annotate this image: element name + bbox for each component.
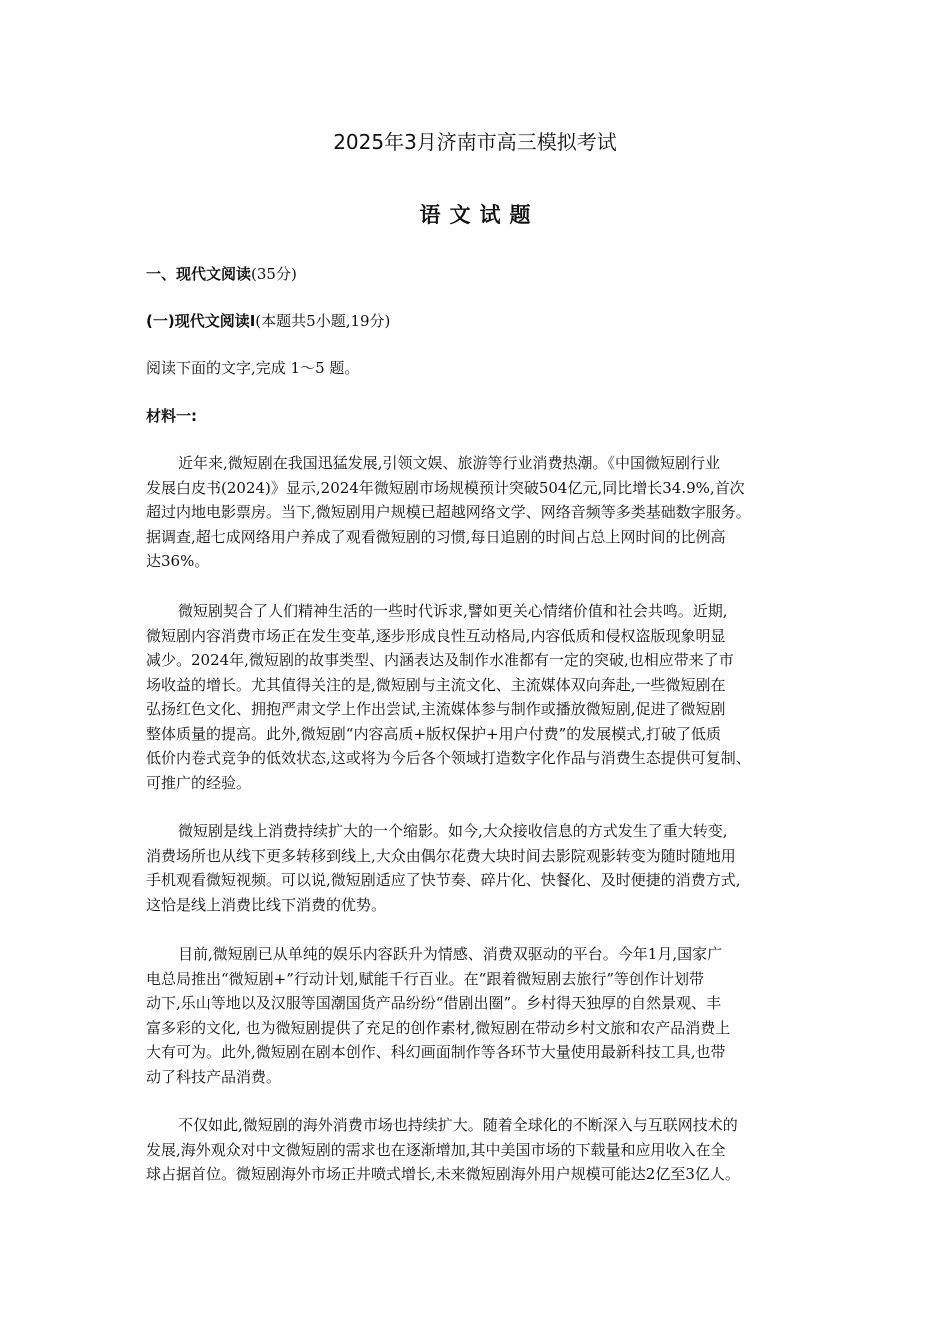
paragraph-3 — [146, 819, 826, 917]
paragraph-line: 近年来,微短剧在我国迅猛发展,引领文娱、旅游等行业消费热潮。《中国微短剧行业 — [178, 454, 721, 472]
paragraph-line: 目前,微短剧已从单纯的娱乐内容跃升为情感、消费双驱动的平台。今年1月,国家广 — [178, 945, 723, 963]
subsection1-heading-text: (一)现代文阅读Ⅰ — [146, 312, 256, 330]
paragraph-line: 动了科技产品消费。 — [146, 1067, 282, 1086]
paragraph-line: 微短剧内容消费市场正在发生变革,逐步形成良性互动格局,内容低质和侵权盗版现象明显 — [146, 626, 726, 645]
part1-heading-text: 一、现代文阅读 — [146, 265, 252, 283]
paragraph-line: 大有可为。此外,微短剧在剧本创作、科幻画面制作等各环节大量使用最新科技工具,也带 — [146, 1043, 726, 1061]
part1-heading — [146, 263, 297, 285]
paragraph-4 — [146, 942, 826, 1089]
paragraph-line: 富多彩的文化, 也为微短剧提供了充足的创作素材,微短剧在带动乡村文旅和农产品消费上 — [146, 1018, 731, 1037]
paragraph-line: 微短剧契合了人们精神生活的一些时代诉求,譬如更关心情绪价值和社会共鸣。近期, — [178, 602, 728, 620]
subject-title: 语文试题 — [419, 203, 540, 227]
paragraph-line: 可推广的经验。 — [146, 773, 252, 792]
paragraph-line: 低价内卷式竞争的低效状态,这或将为今后各个领域打造数字化作品与消费生态提供可复制、 — [146, 749, 751, 767]
paragraph-line: 场收益的增长。尤其值得关注的是,微短剧与主流文化、主流媒体双向奔赴,一些微短剧在 — [146, 675, 726, 694]
paragraph-line: 整体质量的提高。此外,微短剧“内容高质+版权保护+用户付费”的发展模式,打破了低质 — [146, 724, 722, 743]
paragraph-line: 发展白皮书(2024)》显示,2024年微短剧市场规模预计突破504亿元,同比增长34.9%,首次 — [146, 478, 745, 497]
exam-title: 2025年3月济南市高三模拟考试 — [333, 130, 617, 154]
paragraph-line: 弘扬红色文化、拥抱严肃文学上作出尝试,主流媒体参与制作或播放微短剧,促进了微短剧 — [146, 700, 726, 718]
part1-score: (35分) — [251, 265, 297, 283]
paragraph-line: 减少。2024年,微短剧的故事类型、内涵表达及制作水准都有一定的突破,也相应带来了市 — [146, 651, 734, 669]
paragraph-line: 微短剧是线上消费持续扩大的一个缩影。如今,大众接收信息的方式发生了重大转变, — [178, 822, 728, 840]
paragraph-line: 动下,乐山等地以及汉服等国潮国货产品纷纷“借剧出圈”。乡村得天独厚的自然景观、丰 — [146, 994, 722, 1012]
paragraph-line: 手机观看微短视频。可以说,微短剧适应了快节奏、碎片化、快餐化、及时便捷的消费方式, — [146, 871, 741, 889]
subsection1-info: (本题共5小题,19分) — [255, 312, 391, 330]
paragraph-line: 这恰是线上消费比线下消费的优势。 — [146, 895, 387, 914]
paragraph-line: 消费场所也从线下更多转移到线上,大众由偶尔花费大块时间去影院观影转变为随时随地用 — [146, 846, 736, 865]
paragraph-line: 达36%。 — [146, 552, 210, 570]
paragraph-line: 发展,海外观众对中文微短剧的需求也在逐渐增加,其中美国市场的下载量和应用收入在全 — [146, 1140, 726, 1159]
paragraph-5 — [146, 1113, 826, 1187]
paragraph-line: 据调查,超七成网络用户养成了观看微短剧的习惯,每日追剧的时间占总上网时间的比例高 — [146, 527, 726, 546]
paragraph-line: 超过内地电影票房。当下,微短剧用户规模已超越网络文学、网络音频等多类基础数字服务。 — [146, 503, 751, 521]
paragraph-line: 不仅如此,微短剧的海外消费市场也持续扩大。随着全球化的不断深入与互联网技术的 — [178, 1116, 738, 1134]
reading-instruction: 阅读下面的文字,完成 1～5 题。 — [146, 359, 360, 377]
material-label-text: 材料一: — [146, 407, 197, 425]
subsection1-heading — [146, 310, 390, 332]
paragraph-line: 电总局推出“微短剧+”行动计划,赋能千行百业。在“跟着微短剧去旅行”等创作计划带 — [146, 969, 705, 988]
paragraph-1 — [146, 451, 826, 574]
material-label — [146, 405, 197, 427]
paragraph-line: 球占据首位。微短剧海外市场正井喷式增长,未来微短剧海外用户规模可能达2亿至3亿人。 — [146, 1165, 740, 1183]
paragraph-2 — [146, 599, 826, 795]
